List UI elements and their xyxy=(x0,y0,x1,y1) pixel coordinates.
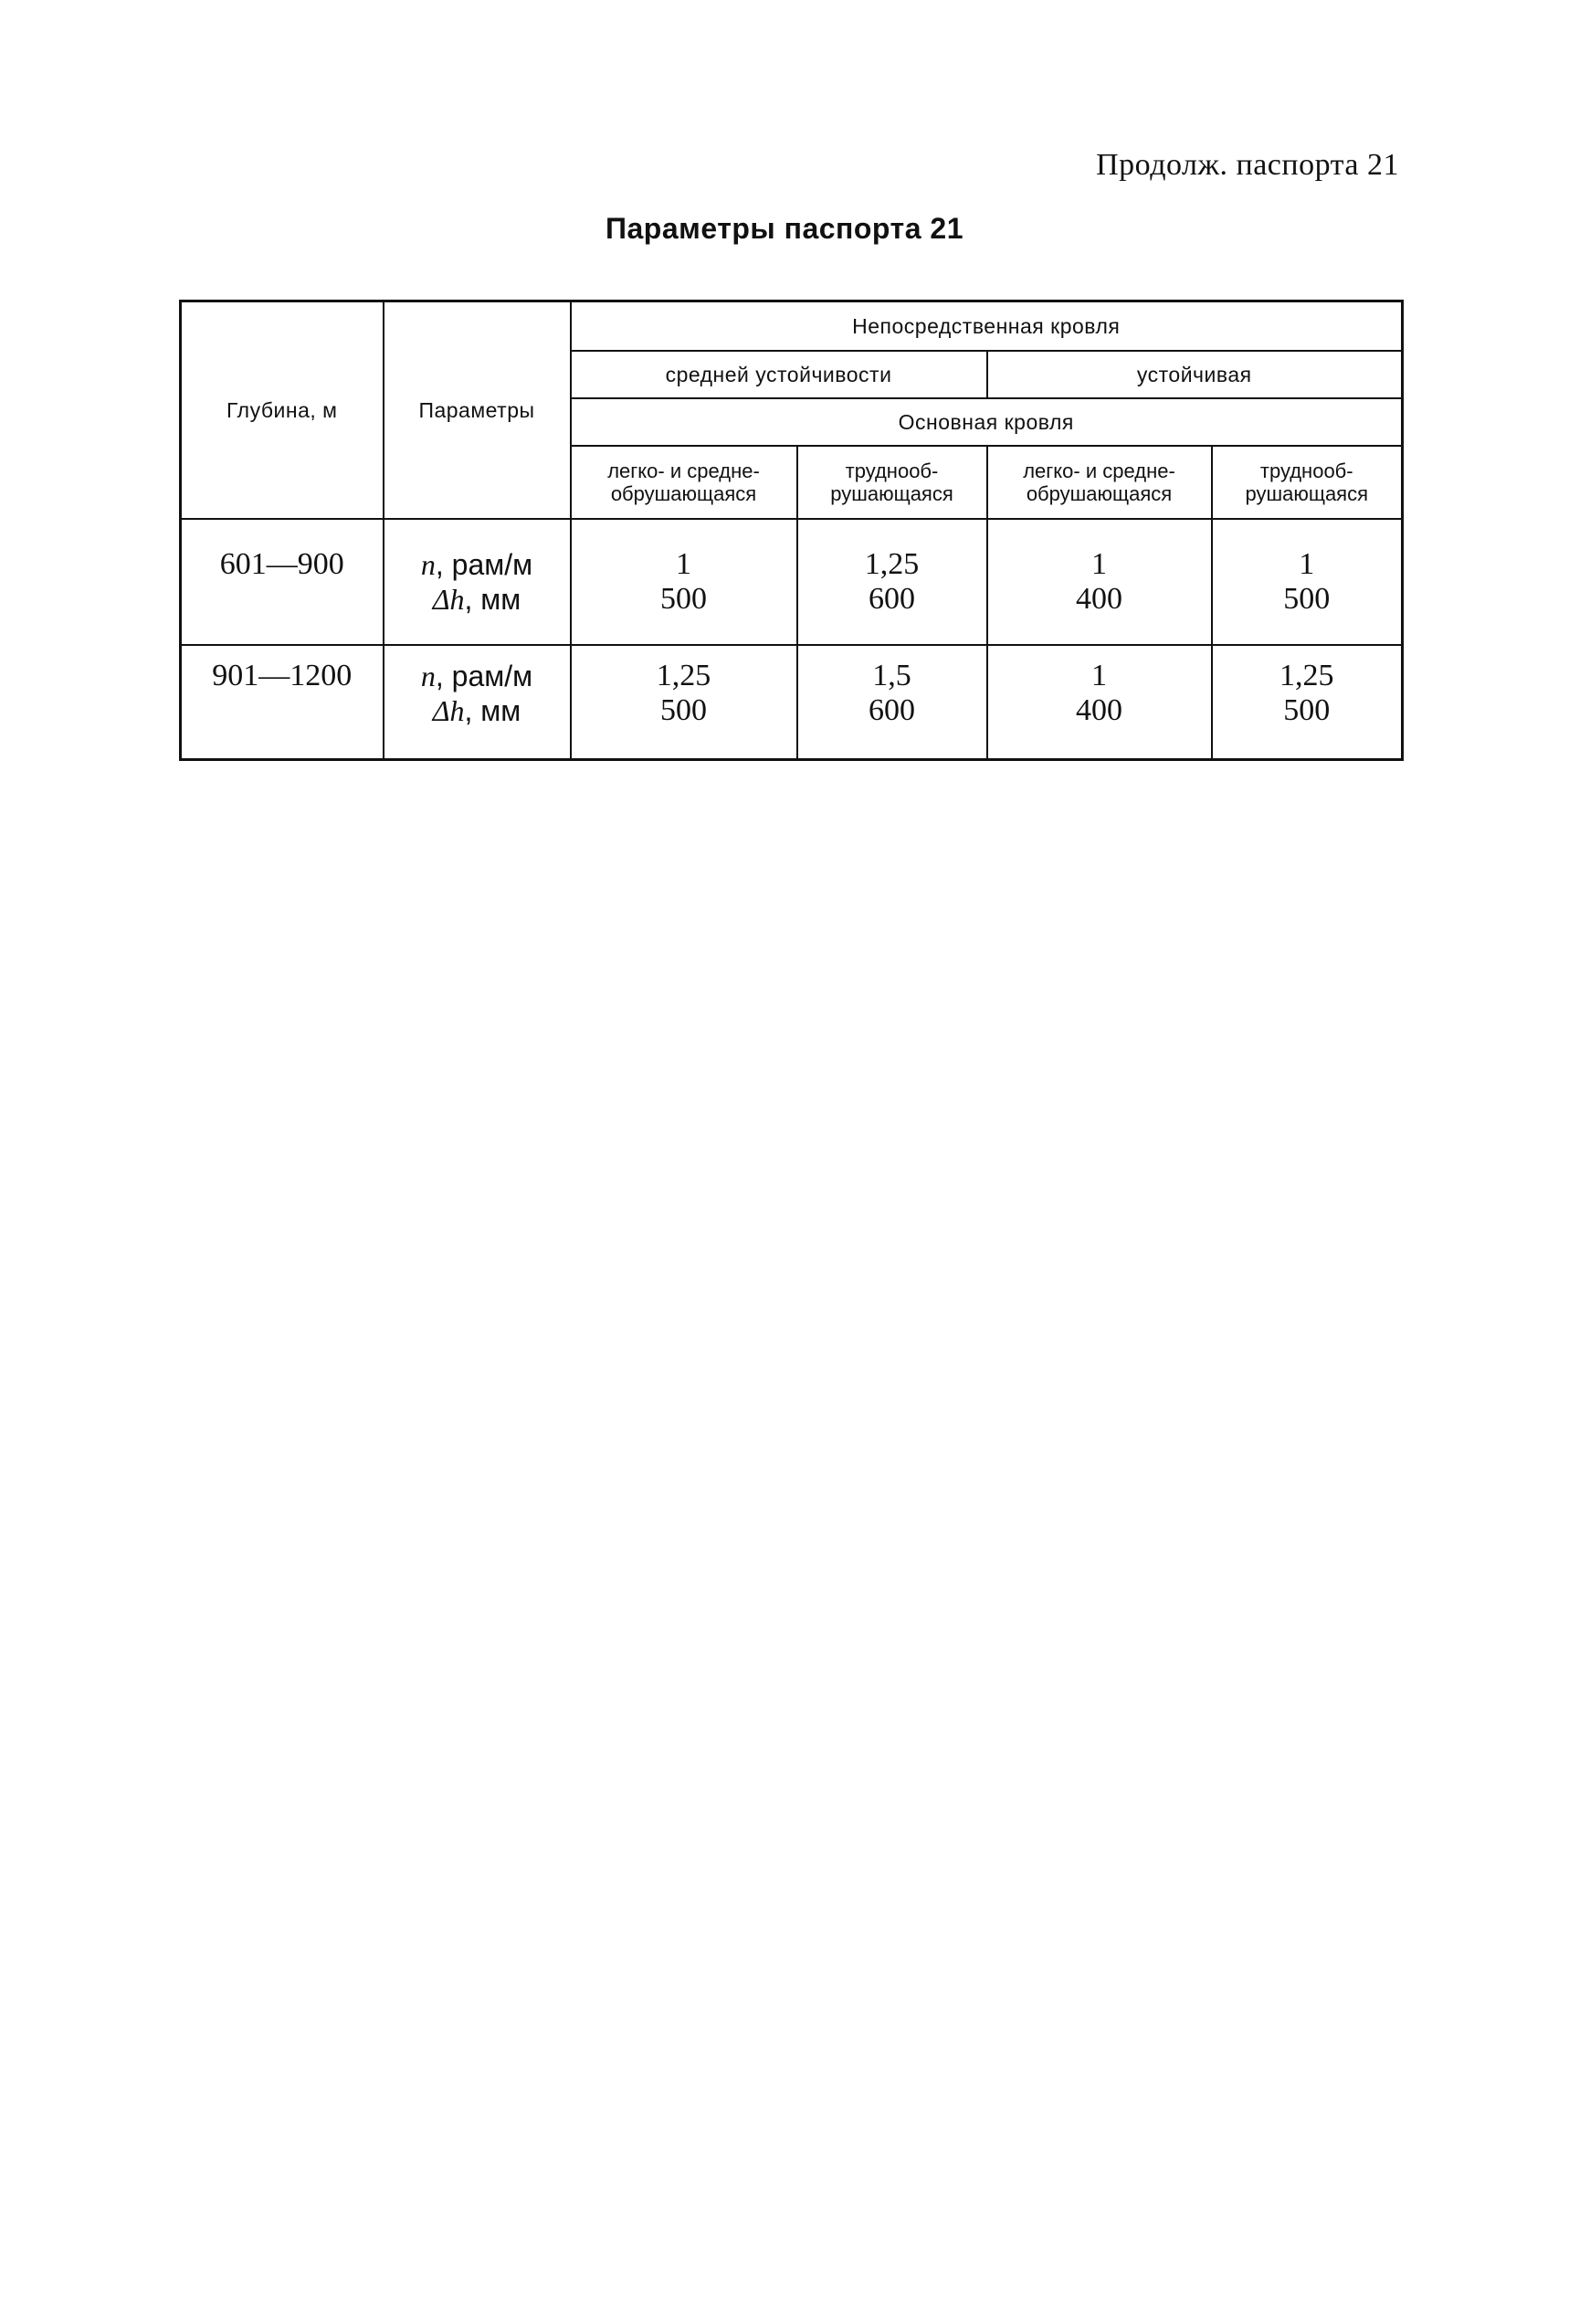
header-main-type-3: легко- и средне-обрушающаяся xyxy=(987,446,1212,519)
header-main-type-4: труднооб-рушающаяся xyxy=(1212,446,1403,519)
depth-cell: 601—900 xyxy=(181,519,384,645)
value-cell: 1 400 xyxy=(987,645,1212,760)
header-parameters: Параметры xyxy=(384,301,571,519)
continuation-label: Продолж. паспорта 21 xyxy=(1096,148,1399,182)
value-cell: 1,5 600 xyxy=(797,645,987,760)
passport-parameters-table xyxy=(179,300,1404,761)
parameters-cell: n, рам/м Δh, мм xyxy=(384,519,571,645)
header-depth: Глубина, м xyxy=(181,301,384,519)
header-main-type-2: труднооб-рушающаяся xyxy=(797,446,987,519)
depth-cell: 901—1200 xyxy=(181,645,384,760)
value-cell: 1 500 xyxy=(1212,519,1403,645)
table-row xyxy=(181,519,1403,645)
header-direct-roof: Непосредственная кровля xyxy=(571,301,1403,351)
header-main-roof: Основная кровля xyxy=(571,398,1403,446)
header-direct-stable: устойчивая xyxy=(987,351,1403,398)
table-row xyxy=(181,645,1403,760)
value-cell: 1,25 500 xyxy=(571,645,797,760)
table-title: Параметры паспорта 21 xyxy=(605,212,964,245)
value-cell: 1 500 xyxy=(571,519,797,645)
header-main-type-1: легко- и средне-обрушающаяся xyxy=(571,446,797,519)
header-direct-medium: средней устойчивости xyxy=(571,351,987,398)
value-cell: 1 400 xyxy=(987,519,1212,645)
value-cell: 1,25 500 xyxy=(1212,645,1403,760)
parameters-cell: n, рам/м Δh, мм xyxy=(384,645,571,760)
value-cell: 1,25 600 xyxy=(797,519,987,645)
